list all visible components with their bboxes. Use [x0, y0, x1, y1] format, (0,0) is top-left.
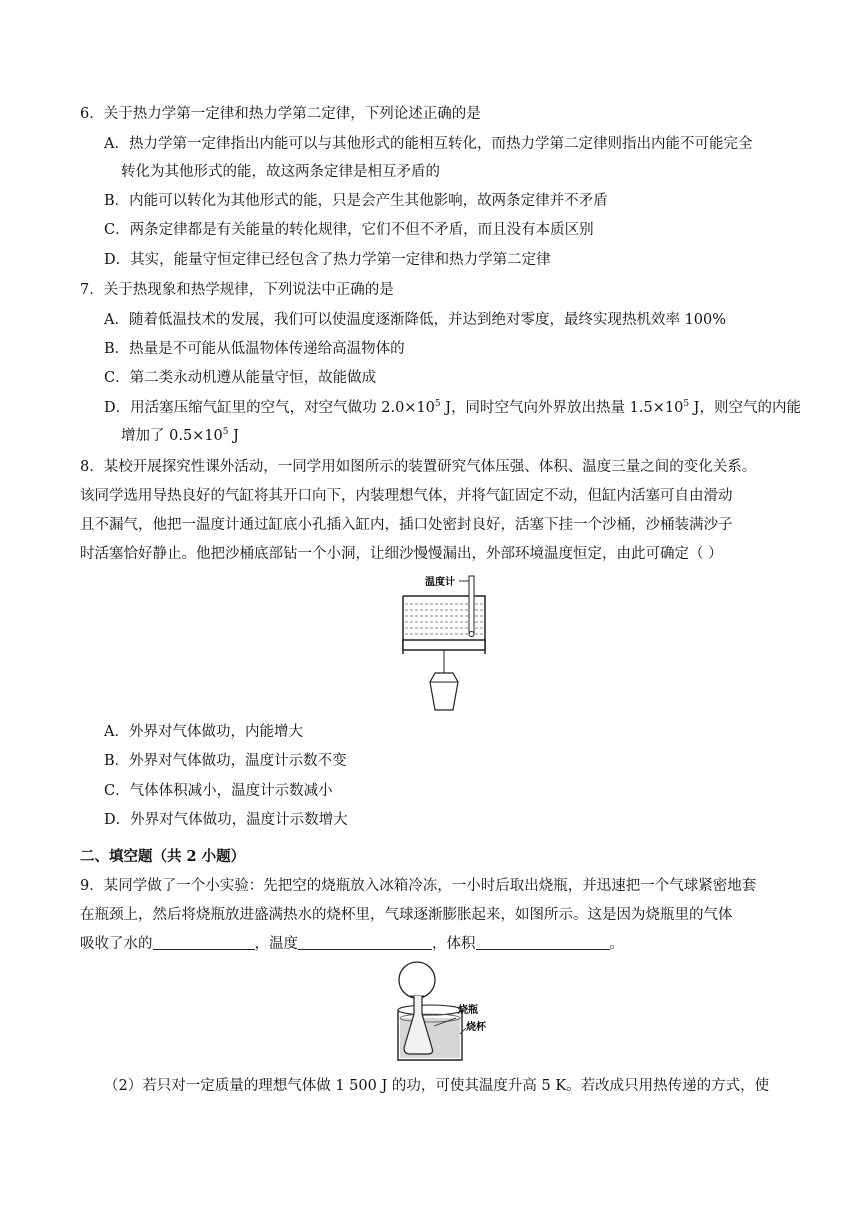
q6-option-a-line2: 转化为其他形式的能，故这两条定律是相互矛盾的	[121, 164, 440, 180]
q8-option-c: C．气体体积减小，温度计示数减小	[104, 783, 333, 799]
balloon	[399, 962, 435, 998]
q7-stem: 7．关于热现象和热学规律，下列说法中正确的是	[80, 282, 394, 298]
sand-bucket	[430, 673, 458, 710]
section-heading: 二、填空题（共 2 小题）	[80, 848, 246, 865]
thermometer-label: 温度计	[425, 577, 455, 588]
beaker-label: 烧杯	[466, 1022, 486, 1033]
q8-option-d: D．外界对气体做功，温度计示数增大	[104, 812, 348, 828]
q7-option-a: A．随着低温技术的发展，我们可以使温度逐渐降低，并达到绝对零度，最终实现热机效率 100%	[104, 312, 727, 328]
piston	[403, 640, 485, 650]
blank-volume[interactable]	[476, 935, 610, 950]
q8-stem-line4: 时活塞恰好静止。他把沙桶底部钻一个小洞，让细沙慢慢漏出，外部环境温度恒定，由此可确定（ ）	[80, 546, 723, 562]
q9-stem-line2: 在瓶颈上，然后将烧瓶放进盛满热水的烧杯里，气球逐渐膨胀起来，如图所示。这是因为烧瓶里的气体	[80, 907, 733, 923]
q8-option-a: A．外界对气体做功，内能增大	[104, 724, 303, 740]
blank-heat[interactable]	[153, 935, 255, 950]
q8-option-b: B．外界对气体做功，温度计示数不变	[104, 753, 347, 769]
q6-option-a-line1: A．热力学第一定律指出内能可以与其他形式的能相互转化，而热力学第二定律则指出内能不可能完全	[104, 136, 753, 152]
thermometer	[469, 576, 474, 634]
blank-temperature[interactable]	[298, 935, 432, 950]
q8-stem-line3: 且不漏气，他把一温度计通过缸底小孔插入缸内，插口处密封良好，活塞下挂一个沙桶，沙桶装满沙子	[80, 517, 733, 533]
q6-stem: 6．关于热力学第一定律和热力学第二定律，下列论述正确的是	[80, 106, 481, 122]
q10-line1: （2）若只对一定质量的理想气体做 1 500 J 的功，可使其温度升高 5 K。若改成只用热传递的方式，使	[104, 1078, 770, 1094]
q8-stem-line1: 8．某校开展探究性课外活动，一同学用如图所示的装置研究气体压强、体积、温度三量之间的变化关系。	[80, 459, 757, 475]
q6-option-c: C．两条定律都是有关能量的转化规律，它们不但不矛盾，而且没有本质区别	[104, 222, 594, 238]
q9-stem-line1: 9．某同学做了一个小实验：先把空的烧瓶放入冰箱冷冻，一小时后取出烧瓶，并迅速把一个气球紧密地套	[80, 878, 757, 894]
q7-option-b: B．热量是不可能从低温物体传递给高温物体的	[104, 341, 405, 357]
flask-diagram	[390, 960, 500, 1064]
q9-stem-line3: 吸收了水的 ，温度 ，体积 。	[80, 936, 624, 952]
flask-label: 烧瓶	[458, 1005, 478, 1016]
q6-option-d: D．其实，能量守恒定律已经包含了热力学第一定律和热力学第二定律	[104, 252, 551, 268]
q7-option-c: C．第二类永动机遵从能量守恒，故能做成	[104, 370, 377, 386]
q8-stem-line2: 该同学选用导热良好的气缸将其开口向下，内装理想气体，并将气缸固定不动，但缸内活塞可自由滑动	[80, 488, 733, 504]
cylinder-diagram	[395, 572, 495, 714]
q6-option-b: B．内能可以转化为其他形式的能，只是会产生其他影响，故两条定律并不矛盾	[104, 193, 608, 209]
q7-option-d-line2: 增加了 $0.5\times 10^5$ J	[121, 427, 239, 444]
q7-option-d: D．用活塞压缩气缸里的空气，对空气做功 $2.0\times 10^5$ J，同时空气向外界放出热量 $1.5\times 10^5$ J，则空气的内能	[104, 399, 801, 416]
